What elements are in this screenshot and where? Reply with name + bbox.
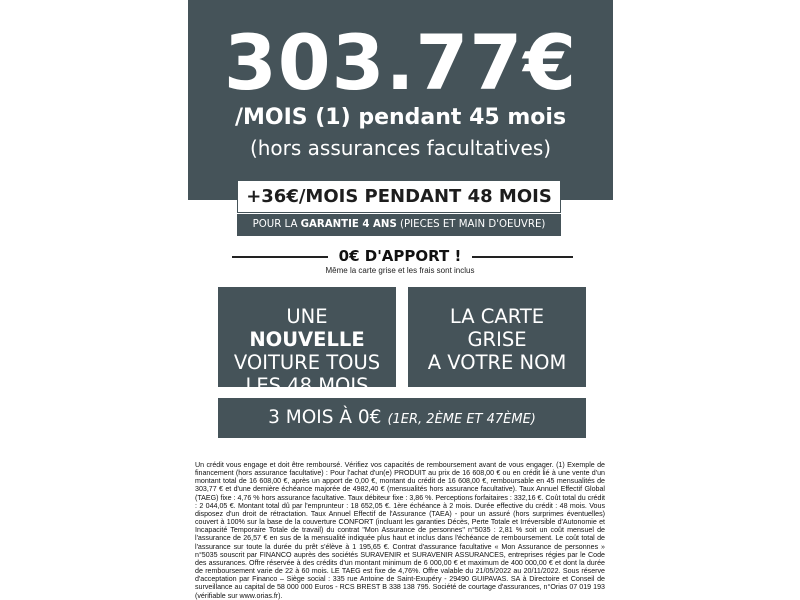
warranty-prefix: POUR LA xyxy=(252,219,301,230)
new-car-line-1 xyxy=(218,305,396,351)
insurance-note: (hors assurances facultatives) xyxy=(249,136,552,160)
monthly-price: 303.77€ xyxy=(223,18,578,107)
free-months-detail: (1ER, 2ÈME ET 47ÈME) xyxy=(387,412,536,427)
down-payment-subtitle: Même la carte grise et les frais sont inclus xyxy=(325,266,475,275)
free-months-main: 3 MOIS À 0€ xyxy=(268,407,382,428)
price-duration: /MOIS (1) pendant 45 mois xyxy=(234,105,567,130)
registration-box xyxy=(408,287,586,387)
warranty-surcharge: +36€/MOIS PENDANT 48 MOIS xyxy=(237,180,561,213)
registration-line-2: GRISE xyxy=(467,328,527,351)
warranty-suffix: (PIECES ET MAIN D'OEUVRE) xyxy=(396,219,546,230)
new-car-prefix: UNE xyxy=(286,305,328,328)
legal-notice: Un crédit vous engage et doit être remboursé. Vérifiez vos capacités de remboursement avant de vous engager. (1) Exemple de financement (hors assurance facultative) : Pour l'achat d'un(e) PRODUIT au prix de 16 608,00 € ou en crédit lié à une vente d'un montant total de 16 608,00 €, après un apport de 0,00 €, montant du crédit de 16 608,00 €, remboursable en 45 mensualités de 303,77 € et d'une dernière échéance majorée de 4982,40 € (mensualités hors assurance facultative). Taux Annuel Effectif Global (TAEG) fixe : 4,76 % hors assurance facultative. Taux débiteur fixe : 3,86 %. Perceptions forfaitaires : 332,16 €. Coût total du crédit : 2 044,05 €. Montant total dû par l'emprunteur : 18 652,05 €. 1ère échéance à 2 mois. Durée effective du crédit : 48 mois. Vous disposez d'un droit de rétractation. Taux Annuel Effectif de l'Assurance (TAEA) - pour un assuré (hors surprimes éventuelles) couvert à 100% sur la base de la couverture CONFORT (incluant les garanties Décès, Perte Totale et Irréversible d'Autonomie et Incapacité Temporaire Totale de travail) du contrat "Mon Assurance de personnes" n°5035 : 2,81 % soit un coût mensuel de l'assurance de 26,57 € en sus de la mensualité indiquée plus haut et inclus dans l'échéance de remboursement. Le coût total de l'assurance sur toute la durée du prêt s'élève à 1 195,65 €. Contrat d'assurance facultative « Mon Assurance de personnes » n°5035 souscrit par FINANCO auprès des sociétés SURAVENIR et SURAVENIR ASSURANCES, entreprises régies par le Code des assurances. Offre réservée à des crédits d'un montant minimum de 6 000,00 € et maximum de 400 000,00 € et dont la durée de remboursement varie de 22 à 60 mois. LE TAEG est fixe de 4,76%. Offre valable du 21/05/2022 au 20/11/2022. Sous réserve d'acceptation par Financo – Siège social : 335 rue Antoine de Saint-Exupéry - 29490 GUIPAVAS. SA à Directoire et Conseil de surveillance au capital de 58 000 000 Euros - RCS BREST B 338 138 795. Société de courtage d'assurances, n°Orias 07 019 193 (vérifiable sur www.orias.fr). xyxy=(195,461,605,600)
warranty-description xyxy=(237,214,561,236)
new-car-bold: NOUVELLE xyxy=(249,328,365,351)
new-car-line-3: LES 48 MOIS xyxy=(245,374,369,397)
free-months-box xyxy=(218,398,586,438)
registration-line-1: LA CARTE xyxy=(449,305,545,328)
registration-line-3: A VOTRE NOM xyxy=(427,351,567,374)
new-car-box xyxy=(218,287,396,397)
new-car-line-2: VOITURE TOUS xyxy=(233,351,381,374)
down-payment-title: 0€ D'APPORT ! xyxy=(338,247,462,265)
warranty-duration: GARANTIE 4 ANS xyxy=(300,219,397,230)
price-banner xyxy=(188,0,613,200)
